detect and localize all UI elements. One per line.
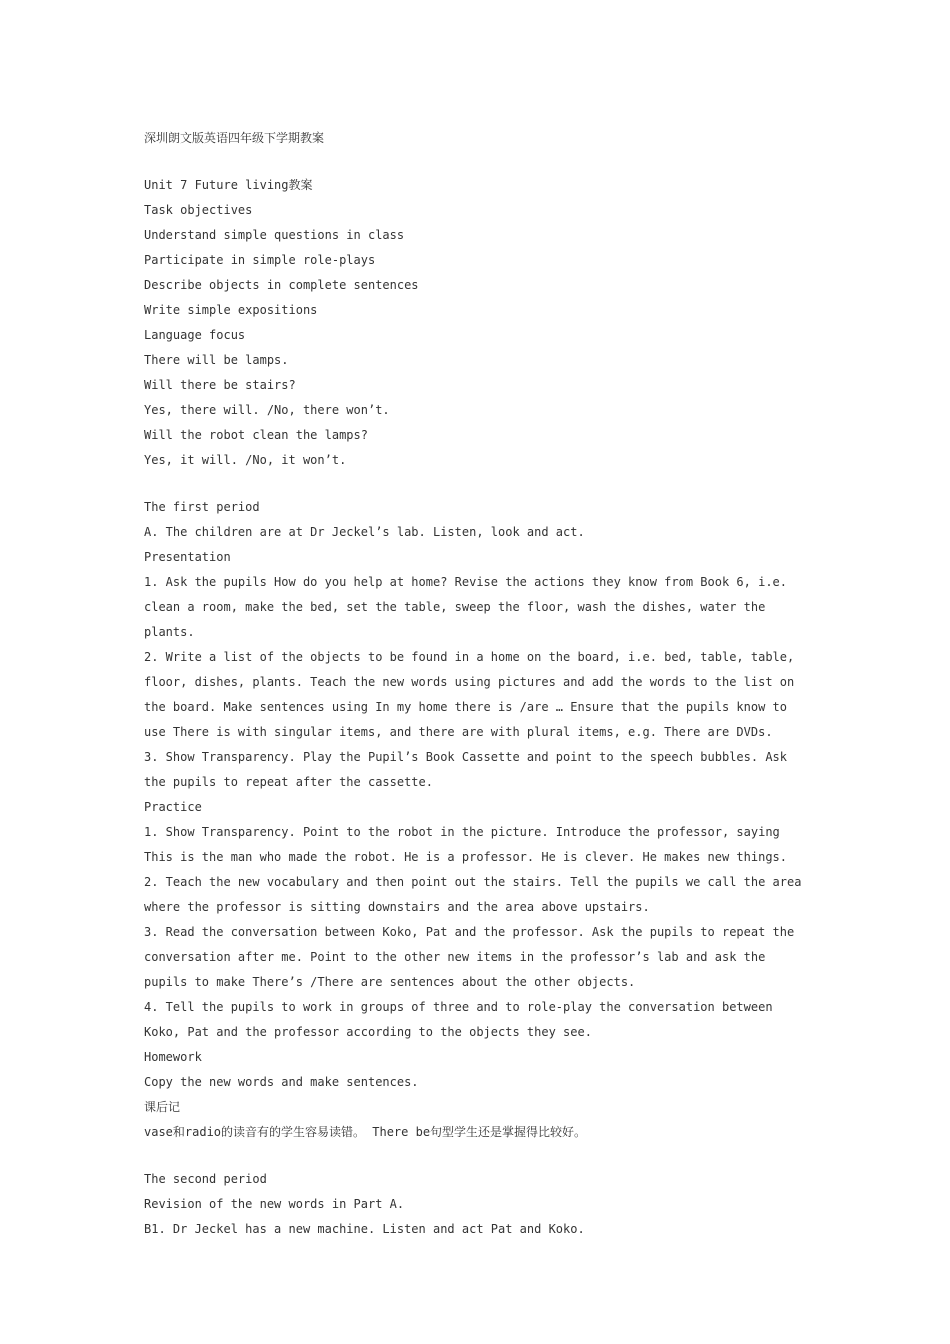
language-focus-item: Yes, there will. /No, there won’t. <box>144 403 390 417</box>
document-page <box>144 126 814 1242</box>
practice-step: 3. Read the conversation between Koko, Pat and the professor. Ask the pupils to repeat the conversation after me. Point to the other new items in the professor’s lab and ask the pupils to make There’s /There are sentences about the other objects. <box>144 925 795 989</box>
language-focus-item: Yes, it will. /No, it won’t. <box>144 453 347 467</box>
second-period-heading: The second period <box>144 1172 267 1186</box>
practice-label: Practice <box>144 800 202 814</box>
presentation-step: 3. Show Transparency. Play the Pupil’s Book Cassette and point to the speech bubbles. Ask the pupils to repeat after the cassette. <box>144 750 787 789</box>
language-focus-item: Will the robot clean the lamps? <box>144 428 368 442</box>
unit-overview <box>144 173 814 473</box>
objective-item: Participate in simple role-plays <box>144 253 376 267</box>
task-objectives-label: Task objectives <box>144 203 253 217</box>
revision-text: Revision of the new words in Part A. <box>144 1197 405 1211</box>
presentation-step: 2. Write a list of the objects to be found in a home on the board, i.e. bed, table, table, floor, dishes, plants. Teach the new words using pictures and add the words to the list on the board. Make sentences using In my home there is /are … Ensure that the pupils know to use There is with singular items, and there are with plural items, e.g. There are DVDs. <box>144 650 795 739</box>
practice-step: 1. Show Transparency. Point to the robot in the picture. Introduce the professor, saying This is the man who made the robot. He is a professor. He is clever. He makes new things. <box>144 825 787 864</box>
presentation-step: 1. Ask the pupils How do you help at home? Revise the actions they know from Book 6, i.e. clean a room, make the bed, set the table, sweep the floor, wash the dishes, water the plants. <box>144 575 787 639</box>
objective-item: Understand simple questions in class <box>144 228 405 242</box>
notes-text: vase和radio的读音有的学生容易读错。 There be句型学生还是掌握得比较好。 <box>144 1125 587 1139</box>
first-period-section <box>144 495 814 1145</box>
document-title: 深圳朗文版英语四年级下学期教案 <box>144 131 325 145</box>
notes-label: 课后记 <box>144 1100 181 1114</box>
homework-label: Homework <box>144 1050 202 1064</box>
section-b1-heading: B1. Dr Jeckel has a new machine. Listen and act Pat and Koko. <box>144 1222 585 1236</box>
unit-heading: Unit 7 Future living教案 <box>144 178 313 192</box>
objective-item: Write simple expositions <box>144 303 318 317</box>
first-period-heading: The first period <box>144 500 260 514</box>
practice-step: 4. Tell the pupils to work in groups of three and to role-play the conversation between Koko, Pat and the professor according to the objects they see. <box>144 1000 773 1039</box>
homework-text: Copy the new words and make sentences. <box>144 1075 419 1089</box>
language-focus-item: Will there be stairs? <box>144 378 296 392</box>
practice-step: 2. Teach the new vocabulary and then point out the stairs. Tell the pupils we call the area where the professor is sitting downstairs and the area above upstairs. <box>144 875 802 914</box>
second-period-section <box>144 1167 814 1242</box>
presentation-label: Presentation <box>144 550 231 564</box>
section-a-heading: A. The children are at Dr Jeckel’s lab. Listen, look and act. <box>144 525 585 539</box>
objective-item: Describe objects in complete sentences <box>144 278 419 292</box>
language-focus-label: Language focus <box>144 328 246 342</box>
language-focus-item: There will be lamps. <box>144 353 289 367</box>
